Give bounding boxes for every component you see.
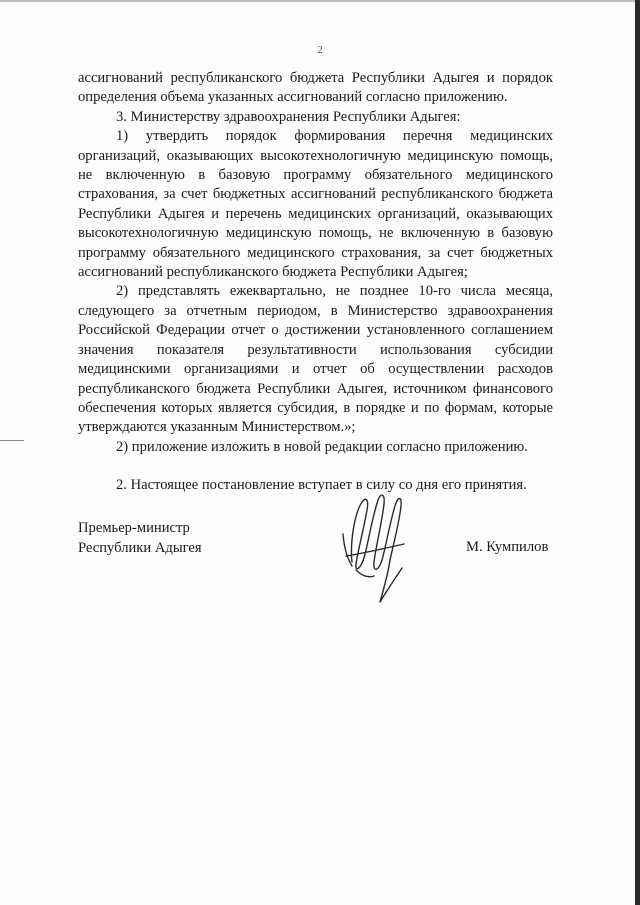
paragraph-continuation: ассигнований республиканского бюджета Республики Адыгея и порядок определения объема указанных ассигнований согласно приложению. <box>78 70 553 106</box>
paragraph-appendix: 2) приложение изложить в новой редакции согласно приложению. <box>116 438 528 455</box>
scan-edge-top <box>0 0 640 2</box>
handwritten-signature <box>338 484 416 608</box>
page-number: 2 <box>317 44 323 56</box>
scan-fold-mark <box>0 440 24 441</box>
signatory-name: М. Кумпилов <box>466 539 549 555</box>
scan-edge-right <box>635 0 640 905</box>
paragraph-subitem-2: 2) представлять ежеквартально, не позднее 10-го числа месяца, следующего за отчетным периодом, в Министерство здравоохранения Российской Федерации отчет о достижении установленного соглашением значения показателя результативности использования субсидии медицинскими организациями и отчет об осуществлении расходов республиканского бюджета Республики Адыгея, источником финансового обеспечения которых является субсидия, в порядке и по формам, которые утверждаются указанным Министерством.»; <box>78 283 553 436</box>
paragraph-subitem-1: 1) утвердить порядок формирования перечня медицинских организаций, оказывающих высокотехнологичную медицинскую помощь, не включенную в базовую программу обязательного медицинского страхования, за счет бюджетных ассигнований республиканского бюджета Республики Адыгея и перечень медицинских организаций, оказывающих высокотехнологичную медицинскую помощь, не включенную в базовую программу обязательного медицинского страхования, за счет бюджетных ассигнований республиканского бюджета Республики Адыгея; <box>78 128 553 281</box>
signatory-title-line1: Премьер-министр <box>78 520 190 536</box>
document-body <box>78 69 553 496</box>
signatory-title-line2: Республики Адыгея <box>78 539 202 556</box>
paragraph-item-3: 3. Министерству здравоохранения Республики Адыгея: <box>116 108 461 125</box>
paragraph-effective-date: 2. Настоящее постановление вступает в силу со дня его принятия. <box>116 477 527 494</box>
signatory-title <box>78 519 202 558</box>
